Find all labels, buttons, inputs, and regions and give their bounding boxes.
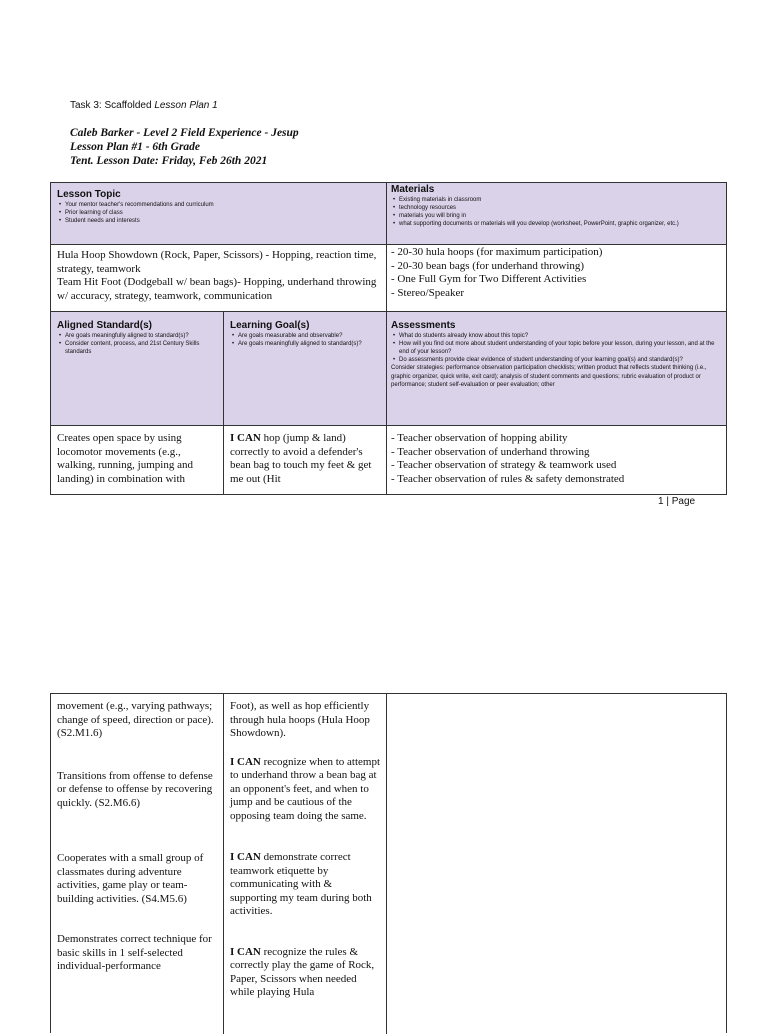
goals-title: Learning Goal(s) (230, 320, 310, 331)
assessments-guidance: • What do students already know about this topic? • How will you find out more about student understanding of your topic before your lesson, during your lesson, and at the end of your lesson? • Do assessments provide clear evidence of student understanding of your learning goal(s) and standard(s)? (391, 332, 722, 364)
materials-guidance: • Existing materials in classroom • technology resources • materials you will bring in • what supporting documents or materials will you develop (worksheet, PowerPoint, graphic organizer, etc.) (391, 196, 722, 228)
materials-content: - 20-30 hula hoops (for maximum participation) - 20-30 bean bags (for underhand throwing) - One Full Gym for Two Different Activities - Stereo/Speaker (387, 245, 726, 312)
goals-guidance: • Are goals measurable and observable? • Are goals meaningfully aligned to standard(s)? (230, 332, 380, 348)
materials-header (387, 183, 726, 245)
assessments-content: - Teacher observation of hopping ability - Teacher observation of underhand throwing - Teacher observation of strategy & teamwork used - Teacher observation of rules & safety demonstrated (391, 432, 625, 485)
lesson-topic-header (51, 183, 387, 245)
standards-header (51, 312, 224, 426)
goals-content-page1: I CAN hop (jump & land) correctly to avoid a defender's bean bag to touch my feet & get me out (Hit (224, 426, 387, 494)
task-title: Task 3: Scaffolded Lesson Plan 1 (70, 100, 218, 111)
assessments-content-page2 (387, 694, 726, 1034)
author-line: Caleb Barker - Level 2 Field Experience - Jesup (70, 127, 299, 139)
lesson-plan-line: Lesson Plan #1 - 6th Grade (70, 141, 201, 153)
page-number: 1 | Page (658, 496, 696, 507)
standards-title: Aligned Standard(s) (57, 320, 153, 331)
assessments-consider: Consider strategies: performance observation participation checklists; written product that reflects student thinking (i.e., graphic organizer, quick write, exit card); analysis of student comments and questions; rubric evaluation of product or performance; student self-evaluation or peer evaluation; other (391, 365, 707, 388)
lesson-topic-title: Lesson Topic (57, 189, 121, 200)
standards-content-page1: Creates open space by using locomotor movements (e.g., walking, running, jumping and landing) in combination with (51, 426, 224, 494)
goals-header (224, 312, 387, 426)
standards-guidance: • Are goals meaningfully aligned to standard(s)? • Consider content, process, and 21st Century Skills standards (57, 332, 217, 356)
goals-content-page2: Foot), as well as hop efficiently through hula hoops (Hula Hoop Showdown). I CAN recognize when to attempt to underhand throw a bean bag at an opponent's feet, and when to jump and be cautious of the opposing team doing the same. I CAN demonstrate correct teamwork etiquette by communicating with & supporting my team during both activities. I CAN recognize the rules & correctly play the game of Rock, Paper, Scissors when needed while playing Hula (224, 694, 387, 1034)
lesson-topic-content: Hula Hoop Showdown (Rock, Paper, Scissors) - Hopping, reaction time, strategy, teamwork Team Hit Foot (Dodgeball w/ bean bags)- Hopping, underhand throwing w/ accuracy, strategy, teamwork, communication (51, 245, 387, 312)
lesson-plan-table-page2 (50, 693, 727, 1033)
lesson-plan-table-page1 (50, 182, 727, 495)
materials-title: Materials (391, 184, 435, 195)
standards-content-page2: movement (e.g., varying pathways; change of speed, direction or pace). (S2.M1.6) Transitions from offense to defense or defense to offense by recovering quickly. (S2.M6.6) Cooperates with a small group of classmates during adventure activities, game play or team-building activities. (S4.M5.6) Demonstrates correct technique for basic skills in 1 self-selected individual-performance (51, 694, 224, 1034)
assessments-header (387, 312, 726, 426)
lesson-date-line: Tent. Lesson Date: Friday, Feb 26th 2021 (70, 155, 268, 167)
lesson-topic-guidance: • Your mentor teacher's recommendations and curriculum • Prior learning of class • Student needs and interests (57, 201, 380, 225)
assessments-title: Assessments (391, 320, 456, 331)
